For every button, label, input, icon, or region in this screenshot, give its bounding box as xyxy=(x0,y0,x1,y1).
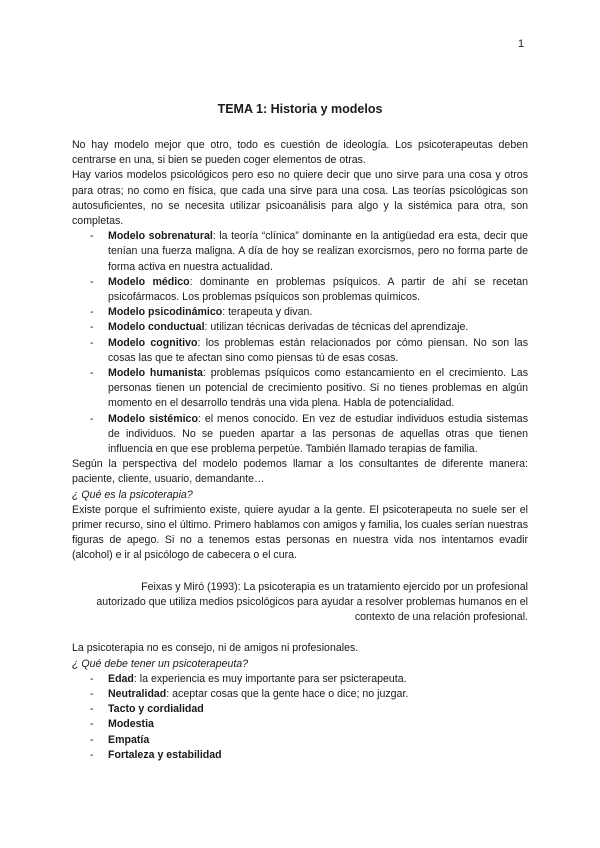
answer-paragraph: Existe porque el sufrimiento existe, quiere ayudar a la gente. El psicoterapeuta no suele ser el primer recurso, sino el último. Primero hablamos con amigos y familia, los cuales serían nuestras figuras de apego. Si no a tenemos estas personas en nuestra vida nos intentamos evadir (alcohol) e ir al psicólogo de cabecera o el cura. xyxy=(72,503,528,562)
model-term: Modelo humanista xyxy=(108,367,203,380)
model-term: Modelo sobrenatural xyxy=(108,230,213,243)
model-text: : el menos conocido. En vez de estudiar individuos estudia sistemas de individuos. No se pueden apartar a las personas de aquellas otras que tienen influencia en que ese problema perpetúe. También llamado terapias de familia. xyxy=(108,412,528,456)
quality-term: Fortaleza y estabilidad xyxy=(108,748,222,761)
citation-quote: Feixas y Miró (1993): La psicoterapia es un tratamiento ejercido por un profesional autorizado que utiliza medios psicológicos para ayudar a resolver problemas humanos en el contexto de una relación profesional. xyxy=(96,580,528,624)
list-item-model: - Modelo sistémico: el menos conocido. En vez de estudiar individuos estudia sistemas de individuos. No se pueden apartar a las personas de aquellas otras que tienen influencia en que ese problema perpetúe. También llamado terapias de familia. xyxy=(90,412,528,456)
model-term: Modelo sistémico xyxy=(108,412,198,425)
list-item-model: - Modelo cognitivo: los problemas están relacionados por cómo piensan. No son las cosas las que te afectan sino como piensas tú de esas cosas. xyxy=(90,336,528,364)
model-text: : problemas psíquicos como estancamiento en el crecimiento. Las personas tienen un potencial de crecimiento positivo. Si no tienes problemas en algún momento en el desarrollo tendrás una vida plena. Habla de potencialidad. xyxy=(108,367,528,410)
list-item-quality: - Tacto y cordialidad xyxy=(90,703,204,716)
model-text: : dominante en problemas psíquicos. A partir de ahí se recetan psicofármacos. Los problemas psíquicos son problemas químicos. xyxy=(108,275,528,304)
list-item-model: - Modelo sobrenatural: la teoría “clínica” dominante en la antigüedad era esta, decir que tenían una fuerza maligna. A día de hoy se realizan exorcismos, pero no forma parte de forma activa en nuestra actualidad. xyxy=(90,230,528,273)
question-heading: ¿ Qué es la psicoterapia? xyxy=(72,488,193,501)
quality-term: Neutralidad xyxy=(108,687,167,700)
model-text: : los problemas están relacionados por cómo piensan. No son las cosas las que te afectan sino como piensas tú de esas cosas. xyxy=(108,336,528,364)
model-text: : la teoría “clínica” dominante en la antigüedad era esta, decir que tenían una fuerza maligna. A día de hoy se realizan exorcismos, pero no forma parte de forma activa en nuestra actualidad. xyxy=(108,230,528,273)
document-body xyxy=(72,138,528,763)
intro-paragraph: Hay varios modelos psicológicos pero eso no quiere decir que uno sirve para una cosa y otros para otras; no como en física, que cada una sirve para una cosa. Las teorías psicológicas son autosuficientes, no se necesita utilizar psicoanálisis para algo y la sistémica para otra, son completas. xyxy=(72,169,528,228)
qualities-list xyxy=(72,672,528,763)
page-title: TEMA 1: Historia y modelos xyxy=(217,102,383,116)
quality-text: : aceptar cosas que la gente hace o dice; no juzgar. xyxy=(166,687,409,700)
consultants-paragraph: Según la perspectiva del modelo podemos llamar a los consultantes de diferente manera: paciente, cliente, usuario, demandante… xyxy=(72,458,528,486)
quality-text: : la experiencia es muy importante para ser psicterapeuta. xyxy=(133,672,407,685)
list-item-quality: - Fortaleza y estabilidad xyxy=(90,748,222,761)
quality-term: Tacto y cordialidad xyxy=(108,703,204,716)
model-term: Modelo psicodinámico xyxy=(108,306,223,319)
list-item-quality: - Empatía xyxy=(90,733,150,746)
quality-term: Modestia xyxy=(108,718,154,731)
question-heading: ¿ Qué debe tener un psicoterapeuta? xyxy=(72,657,249,670)
intro-paragraph: No hay modelo mejor que otro, todo es cuestión de ideología. Los psicoterapeutas deben centrarse en una, si bien se pueden coger elementos de otras. xyxy=(72,139,528,167)
model-term: Modelo cognitivo xyxy=(108,336,198,349)
list-item-model: - Modelo humanista: problemas psíquicos como estancamiento en el crecimiento. Las personas tienen un potencial de crecimiento positivo. Si no tienes problemas en algún momento en el desarrollo tendrás una vida plena. Habla de potencialidad. xyxy=(90,367,528,410)
page-number: 1 xyxy=(518,38,525,50)
models-list xyxy=(72,229,528,457)
list-item-model: - Modelo psicodinámico: terapeuta y divan. xyxy=(90,306,313,319)
list-item-model: - Modelo conductual: utilizan técnicas derivadas de técnicas del aprendizaje. xyxy=(90,321,469,334)
model-term: Modelo conductual xyxy=(108,321,205,334)
model-term: Modelo médico xyxy=(108,275,190,288)
not-advice-paragraph: La psicoterapia no es consejo, ni de amigos ni profesionales. xyxy=(72,642,359,655)
list-item-quality: - Modestia xyxy=(90,718,154,731)
model-text: : terapeuta y divan. xyxy=(222,306,313,319)
quality-term: Edad xyxy=(108,672,134,685)
model-text: : utilizan técnicas derivadas de técnicas del aprendizaje. xyxy=(204,321,469,334)
quality-term: Empatía xyxy=(108,733,150,746)
list-item-quality: - Edad: la experiencia es muy importante para ser psicterapeuta. xyxy=(90,672,407,685)
list-item-quality: - Neutralidad: aceptar cosas que la gente hace o dice; no juzgar. xyxy=(90,687,409,700)
list-item-model: - Modelo médico: dominante en problemas psíquicos. A partir de ahí se recetan psicofármacos. Los problemas psíquicos son problemas químicos. xyxy=(90,275,528,304)
